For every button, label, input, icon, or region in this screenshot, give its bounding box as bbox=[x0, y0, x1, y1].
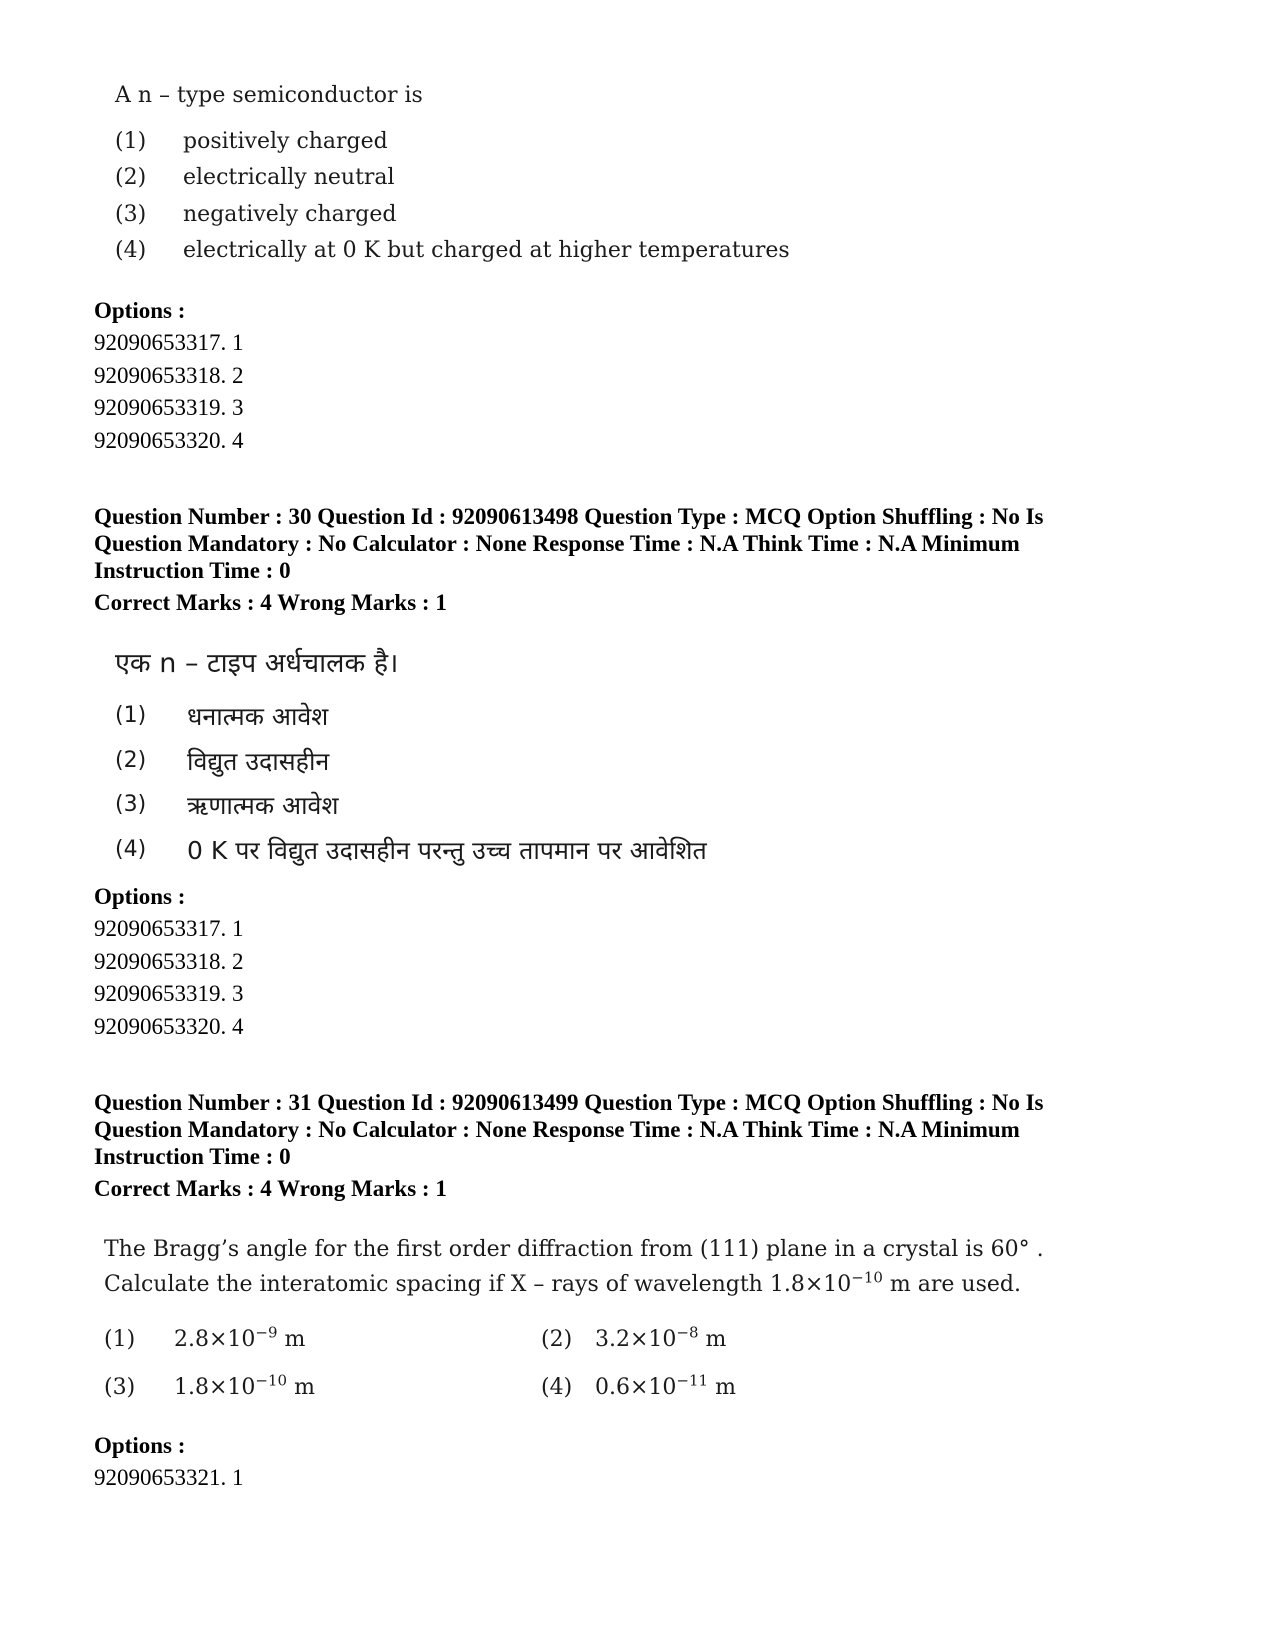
choice-mantissa: 1.8×10 bbox=[174, 1375, 256, 1400]
option-id: 92090653317. 1 bbox=[94, 916, 244, 941]
question-text: A n – type semiconductor is bbox=[115, 83, 423, 108]
option-id: 92090653319. 3 bbox=[94, 981, 244, 1006]
question-text-pre: Calculate the interatomic spacing if X – rays of wavelength 1.8×10 bbox=[104, 1272, 852, 1297]
unit: m bbox=[287, 1375, 315, 1400]
question-text: एक n – टाइप अर्धचालक है। bbox=[115, 648, 399, 679]
choice-text: धनात्मक आवेश bbox=[187, 702, 329, 731]
choice-text: electrically at 0 K but charged at higher temperatures bbox=[183, 238, 790, 263]
choice-text: positively charged bbox=[183, 129, 388, 154]
choice-number: (4) bbox=[541, 1375, 573, 1400]
choice-number: (3) bbox=[104, 1375, 136, 1400]
option-id: 92090653320. 4 bbox=[94, 428, 244, 453]
unit: m bbox=[698, 1327, 727, 1352]
options-label: Options : bbox=[94, 884, 186, 909]
choice-number: (2) bbox=[115, 165, 147, 190]
option-id: 92090653321. 1 bbox=[94, 1465, 244, 1490]
question-text-line: The Bragg’s angle for the first order diffraction from (111) plane in a crystal is 60° . bbox=[104, 1237, 1044, 1262]
question-meta-line: Instruction Time : 0 bbox=[94, 1144, 291, 1169]
choice-text: negatively charged bbox=[183, 202, 397, 227]
marks-line: Correct Marks : 4 Wrong Marks : 1 bbox=[94, 1176, 447, 1201]
exponent: −9 bbox=[255, 1323, 278, 1342]
question-text-post: m are used. bbox=[882, 1272, 1021, 1297]
choice-number: (4) bbox=[115, 837, 147, 862]
choice-text: electrically neutral bbox=[183, 165, 395, 190]
unit: m bbox=[708, 1375, 736, 1400]
choice-number: (4) bbox=[115, 238, 147, 263]
choice-mantissa: 3.2×10 bbox=[595, 1327, 677, 1352]
question-meta-line: Question Number : 31 Question Id : 92090613499 Question Type : MCQ Option Shuffling : No Is bbox=[94, 1090, 1044, 1115]
question-meta-line: Question Number : 30 Question Id : 92090613498 Question Type : MCQ Option Shuffling : No Is bbox=[94, 504, 1044, 529]
exponent: −10 bbox=[851, 1268, 883, 1287]
choice-number: (1) bbox=[115, 703, 147, 728]
option-id: 92090653318. 2 bbox=[94, 363, 244, 388]
choice-mantissa: 0.6×10 bbox=[595, 1375, 677, 1400]
option-id: 92090653320. 4 bbox=[94, 1014, 244, 1039]
unit: m bbox=[277, 1327, 306, 1352]
choice-number: (1) bbox=[104, 1327, 136, 1352]
question-meta-line: Question Mandatory : No Calculator : None Response Time : N.A Think Time : N.A Minimum bbox=[94, 1117, 1020, 1142]
options-label: Options : bbox=[94, 298, 186, 323]
options-label: Options : bbox=[94, 1433, 186, 1458]
option-id: 92090653317. 1 bbox=[94, 330, 244, 355]
choice-mantissa: 2.8×10 bbox=[174, 1327, 256, 1352]
choice-text: विद्युत उदासहीन bbox=[187, 747, 330, 776]
question-meta-line: Question Mandatory : No Calculator : None Response Time : N.A Think Time : N.A Minimum bbox=[94, 531, 1020, 556]
choice-number: (1) bbox=[115, 129, 147, 154]
choice-text: 0 K पर विद्युत उदासहीन परन्तु उच्च तापमान पर आवेशित bbox=[187, 836, 707, 865]
exponent: −10 bbox=[255, 1371, 288, 1390]
question-text-line bbox=[104, 1268, 1021, 1297]
marks-line: Correct Marks : 4 Wrong Marks : 1 bbox=[94, 590, 447, 615]
choice-number: (3) bbox=[115, 792, 147, 817]
choice-number: (3) bbox=[115, 202, 147, 227]
choice-number: (2) bbox=[541, 1327, 573, 1352]
option-id: 92090653318. 2 bbox=[94, 949, 244, 974]
choice-number: (2) bbox=[115, 748, 147, 773]
option-id: 92090653319. 3 bbox=[94, 395, 244, 420]
choice-text: ऋणात्मक आवेश bbox=[187, 791, 339, 820]
exponent: −8 bbox=[676, 1323, 699, 1342]
exponent: −11 bbox=[676, 1371, 709, 1390]
question-meta-line: Instruction Time : 0 bbox=[94, 558, 291, 583]
